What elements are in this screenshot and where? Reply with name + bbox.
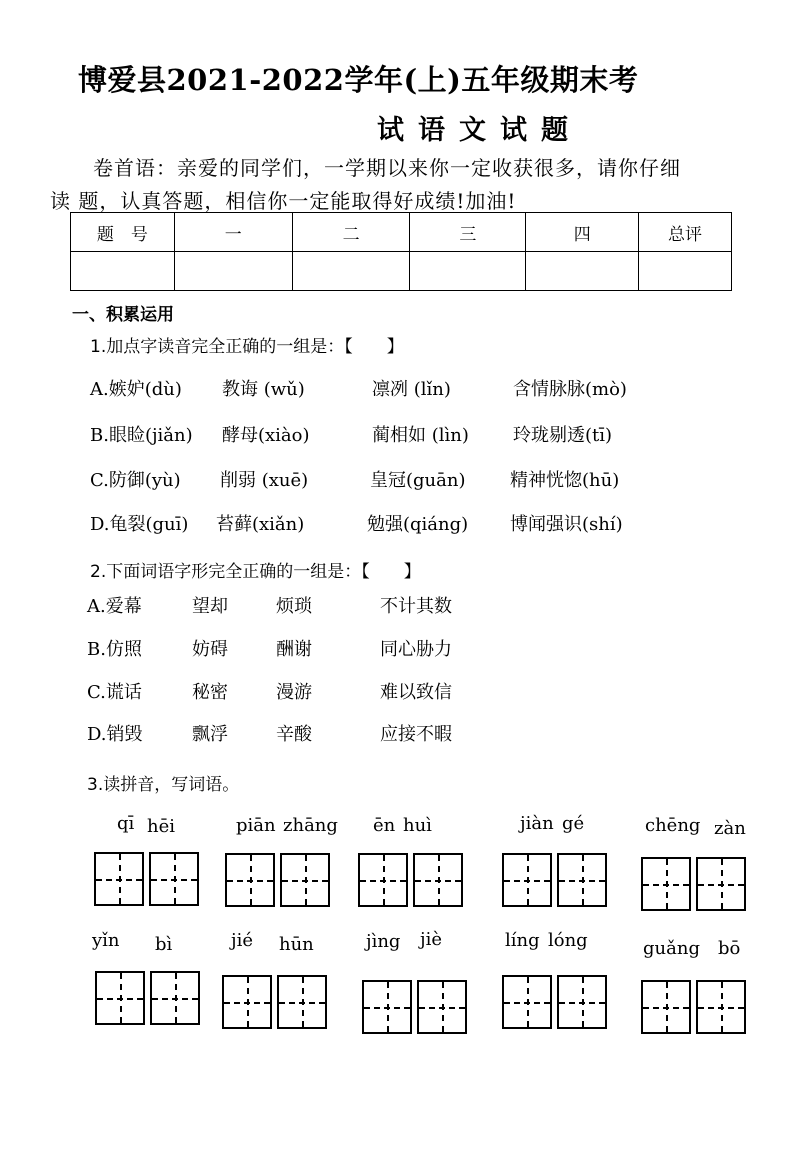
pinyin: hūn: [279, 934, 314, 955]
writing-grid: [222, 975, 327, 1029]
pinyin: jìng: [366, 931, 401, 952]
writing-cell[interactable]: [641, 980, 691, 1034]
writing-cell[interactable]: [502, 853, 552, 907]
writing-grid: [95, 971, 200, 1025]
pinyin: hēi: [147, 816, 176, 837]
writing-grid: [641, 980, 746, 1034]
pinyin: jié: [231, 930, 253, 951]
writing-cell[interactable]: [358, 853, 408, 907]
q2-option-d-1: D.销毁: [87, 724, 143, 745]
pinyin: zhāng: [283, 815, 338, 836]
score-header-cell: 三: [410, 213, 526, 252]
pinyin: zàn: [714, 818, 746, 839]
score-header-cell: 一: [174, 213, 292, 252]
score-table-header-row: [71, 213, 732, 252]
pinyin: jiàn: [520, 813, 554, 834]
writing-grid: [358, 853, 463, 907]
writing-grid: [225, 853, 330, 907]
pinyin: bì: [155, 934, 173, 955]
writing-cell[interactable]: [413, 853, 463, 907]
writing-cell[interactable]: [149, 852, 199, 906]
score-blank-cell[interactable]: [174, 252, 292, 291]
exam-title: 博爱县2021-2022学年(上)五年级期末考: [78, 63, 639, 97]
q1-option-a-4: 含情脉脉(mò): [513, 379, 627, 400]
question-1-prompt: 1.加点字读音完全正确的一组是：【 】: [90, 337, 404, 357]
q2-option-c-4: 难以致信: [380, 682, 452, 703]
pinyin: lóng: [548, 930, 588, 951]
pinyin: gé: [562, 813, 585, 834]
writing-grid: [362, 980, 467, 1034]
q1-option-a-2: 教诲 (wǔ): [222, 379, 305, 400]
score-blank-cell[interactable]: [71, 252, 175, 291]
writing-cell[interactable]: [557, 853, 607, 907]
q2-option-c-2: 秘密: [192, 682, 228, 703]
q2-option-c-1: C.谎话: [87, 682, 142, 703]
score-blank-cell[interactable]: [410, 252, 526, 291]
q2-option-a-2: 望却: [192, 596, 228, 617]
writing-grid: [94, 852, 199, 906]
q1-option-b-4: 玲珑剔透(tī): [513, 425, 613, 446]
writing-cell[interactable]: [222, 975, 272, 1029]
q2-option-d-3: 辛酸: [276, 724, 312, 745]
q2-option-d-4: 应接不暇: [380, 724, 452, 745]
question-3-prompt: 3.读拼音，写词语。: [87, 775, 240, 795]
pinyin: huì: [403, 815, 432, 836]
writing-cell[interactable]: [641, 857, 691, 911]
section-title: 一、积累运用: [72, 305, 174, 325]
q1-option-d-4: 博闻强识(shí): [510, 514, 623, 535]
q1-option-c-3: 皇冠(guān): [370, 470, 466, 491]
score-header-cell: 题 号: [71, 213, 175, 252]
q1-option-d-2: 苔藓(xiǎn): [216, 514, 305, 535]
writing-cell[interactable]: [280, 853, 330, 907]
writing-cell[interactable]: [94, 852, 144, 906]
writing-cell[interactable]: [696, 857, 746, 911]
writing-cell[interactable]: [95, 971, 145, 1025]
intro-line-2: 读 题，认真答题，相信你一定能取得好成绩!加油!: [50, 189, 517, 213]
score-table: [70, 212, 732, 291]
score-header-cell: 二: [292, 213, 410, 252]
q1-option-c-2: 削弱 (xuē): [220, 470, 309, 491]
q2-option-a-3: 烦琐: [276, 596, 312, 617]
writing-cell[interactable]: [502, 975, 552, 1029]
writing-grid: [502, 975, 607, 1029]
q1-option-d-1: D.龟裂(guī): [90, 514, 189, 535]
pinyin: yǐn: [92, 930, 120, 951]
writing-grid: [502, 853, 607, 907]
pinyin: ēn: [373, 815, 396, 836]
q1-option-d-3: 勉强(qiáng): [367, 514, 469, 535]
q2-option-b-2: 妨碍: [192, 639, 228, 660]
q1-option-b-2: 酵母(xiào): [222, 425, 310, 446]
exam-subtitle: 试语文试题: [377, 115, 582, 146]
pinyin: chēng: [645, 815, 701, 836]
score-header-cell: 四: [526, 213, 639, 252]
q2-option-a-1: A.爱幕: [87, 596, 142, 617]
score-blank-cell[interactable]: [639, 252, 732, 291]
writing-cell[interactable]: [557, 975, 607, 1029]
q2-option-b-3: 酬谢: [276, 639, 312, 660]
q1-option-a-1: A.嫉妒(dù): [90, 379, 182, 400]
writing-grid: [641, 857, 746, 911]
q1-option-b-1: B.眼睑(jiǎn): [90, 425, 193, 446]
pinyin: líng: [505, 930, 540, 951]
pinyin: guǎng: [643, 938, 700, 959]
question-2-prompt: 2.下面词语字形完全正确的一组是：【 】: [90, 562, 421, 582]
pinyin: piān: [236, 815, 276, 836]
score-header-cell: 总评: [639, 213, 732, 252]
q2-option-a-4: 不计其数: [380, 596, 452, 617]
pinyin: qī: [117, 813, 135, 834]
q1-option-c-4: 精神恍惚(hū): [510, 470, 620, 491]
pinyin: jiè: [420, 929, 442, 950]
q2-option-b-1: B.仿照: [87, 639, 142, 660]
score-blank-cell[interactable]: [292, 252, 410, 291]
writing-cell[interactable]: [362, 980, 412, 1034]
writing-cell[interactable]: [417, 980, 467, 1034]
intro-line-1: 卷首语：亲爱的同学们，一学期以来你一定收获很多，请你仔细: [93, 156, 681, 180]
q1-option-b-3: 蔺相如 (lìn): [372, 425, 469, 446]
writing-cell[interactable]: [277, 975, 327, 1029]
score-table-blank-row: [71, 252, 732, 291]
writing-cell[interactable]: [696, 980, 746, 1034]
q1-option-c-1: C.防御(yù): [90, 470, 181, 491]
writing-cell[interactable]: [225, 853, 275, 907]
q2-option-c-3: 漫游: [276, 682, 312, 703]
score-blank-cell[interactable]: [526, 252, 639, 291]
q2-option-d-2: 飘浮: [192, 724, 228, 745]
q2-option-b-4: 同心胁力: [380, 639, 452, 660]
writing-cell[interactable]: [150, 971, 200, 1025]
pinyin: bō: [718, 938, 741, 959]
q1-option-a-3: 凛冽 (lǐn): [372, 379, 451, 400]
